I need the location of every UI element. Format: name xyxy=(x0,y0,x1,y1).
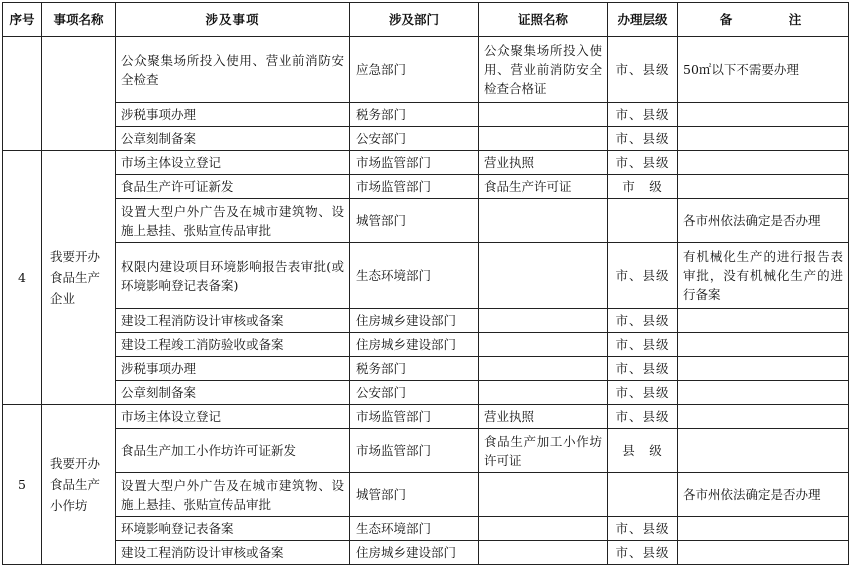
level-cell: 市、县级 xyxy=(608,243,678,309)
matter-cell: 食品生产许可证新发 xyxy=(116,175,350,199)
department-cell: 税务部门 xyxy=(350,103,479,127)
license-cell: 食品生产加工小作坊许可证 xyxy=(479,429,608,473)
department-cell: 市场监管部门 xyxy=(350,405,479,429)
header-licenses: 证照名称 xyxy=(479,3,608,37)
remark-cell: 50㎡以下不需要办理 xyxy=(678,37,849,103)
table-row xyxy=(3,127,849,151)
header-item-name: 事项名称 xyxy=(42,3,116,37)
matter-cell: 建设工程消防设计审核或备案 xyxy=(116,309,350,333)
license-cell xyxy=(479,517,608,541)
header-matters: 涉及事项 xyxy=(116,3,350,37)
group-seq: 5 xyxy=(3,405,42,565)
level-cell: 市、县级 xyxy=(608,357,678,381)
group-seq: 4 xyxy=(3,151,42,405)
group-name: 我要开办食品生产企业 xyxy=(42,151,116,405)
matter-cell: 食品生产加工小作坊许可证新发 xyxy=(116,429,350,473)
matter-cell: 权限内建设项目环境影响报告表审批(或环境影响登记表备案) xyxy=(116,243,350,309)
matter-cell: 市场主体设立登记 xyxy=(116,405,350,429)
remark-cell xyxy=(678,103,849,127)
level-cell: 市、县级 xyxy=(608,151,678,175)
matter-cell: 设置大型户外广告及在城市建筑物、设施上悬挂、张贴宣传品审批 xyxy=(116,473,350,517)
table-row xyxy=(3,357,849,381)
remark-cell: 各市州依法确定是否办理 xyxy=(678,199,849,243)
department-cell: 应急部门 xyxy=(350,37,479,103)
remark-cell xyxy=(678,151,849,175)
remark-cell xyxy=(678,357,849,381)
table-row xyxy=(3,175,849,199)
matter-cell: 市场主体设立登记 xyxy=(116,151,350,175)
level-cell: 市、县级 xyxy=(608,37,678,103)
remark-cell xyxy=(678,405,849,429)
remark-cell xyxy=(678,333,849,357)
group-name xyxy=(42,37,116,151)
level-cell: 市、县级 xyxy=(608,333,678,357)
header-row xyxy=(3,3,849,37)
matter-cell: 建设工程消防设计审核或备案 xyxy=(116,541,350,565)
level-cell: 市、县级 xyxy=(608,309,678,333)
license-cell xyxy=(479,243,608,309)
license-cell: 营业执照 xyxy=(479,405,608,429)
level-cell: 县 级 xyxy=(608,429,678,473)
table-row xyxy=(3,473,849,517)
license-cell: 营业执照 xyxy=(479,151,608,175)
table-row xyxy=(3,333,849,357)
matter-cell: 环境影响登记表备案 xyxy=(116,517,350,541)
table-row xyxy=(3,199,849,243)
level-cell: 市、县级 xyxy=(608,381,678,405)
department-cell: 市场监管部门 xyxy=(350,429,479,473)
remark-cell xyxy=(678,381,849,405)
department-cell: 城管部门 xyxy=(350,199,479,243)
group-seq xyxy=(3,37,42,151)
level-cell: 市、县级 xyxy=(608,103,678,127)
department-cell: 住房城乡建设部门 xyxy=(350,309,479,333)
department-cell: 生态环境部门 xyxy=(350,517,479,541)
department-cell: 城管部门 xyxy=(350,473,479,517)
license-cell xyxy=(479,473,608,517)
table-row xyxy=(3,37,849,103)
matter-cell: 公众聚集场所投入使用、营业前消防安全检查 xyxy=(116,37,350,103)
license-cell xyxy=(479,127,608,151)
license-cell xyxy=(479,199,608,243)
license-cell xyxy=(479,541,608,565)
table-row xyxy=(3,429,849,473)
table-row xyxy=(3,103,849,127)
license-cell xyxy=(479,103,608,127)
matters-table xyxy=(2,2,849,565)
remark-cell xyxy=(678,517,849,541)
table-row xyxy=(3,405,849,429)
license-cell: 公众聚集场所投入使用、营业前消防安全检查合格证 xyxy=(479,37,608,103)
header-remarks: 备 注 xyxy=(678,3,849,37)
level-cell: 市、县级 xyxy=(608,517,678,541)
remark-cell xyxy=(678,127,849,151)
department-cell: 住房城乡建设部门 xyxy=(350,541,479,565)
matter-cell: 涉税事项办理 xyxy=(116,103,350,127)
remark-cell: 各市州依法确定是否办理 xyxy=(678,473,849,517)
department-cell: 公安部门 xyxy=(350,127,479,151)
matter-cell: 建设工程竣工消防验收或备案 xyxy=(116,333,350,357)
matter-cell: 设置大型户外广告及在城市建筑物、设施上悬挂、张贴宣传品审批 xyxy=(116,199,350,243)
department-cell: 住房城乡建设部门 xyxy=(350,333,479,357)
header-seq: 序号 xyxy=(3,3,42,37)
remark-cell: 有机械化生产的进行报告表审批，没有机械化生产的进行备案 xyxy=(678,243,849,309)
table-row xyxy=(3,381,849,405)
department-cell: 税务部门 xyxy=(350,357,479,381)
table-row xyxy=(3,243,849,309)
table-row xyxy=(3,541,849,565)
matter-cell: 公章刻制备案 xyxy=(116,381,350,405)
department-cell: 市场监管部门 xyxy=(350,175,479,199)
department-cell: 市场监管部门 xyxy=(350,151,479,175)
matter-cell: 公章刻制备案 xyxy=(116,127,350,151)
remark-cell xyxy=(678,429,849,473)
department-cell: 公安部门 xyxy=(350,381,479,405)
level-cell xyxy=(608,473,678,517)
department-cell: 生态环境部门 xyxy=(350,243,479,309)
level-cell: 市、县级 xyxy=(608,127,678,151)
license-cell xyxy=(479,357,608,381)
license-cell xyxy=(479,381,608,405)
table-row xyxy=(3,309,849,333)
remark-cell xyxy=(678,175,849,199)
remark-cell xyxy=(678,541,849,565)
level-cell: 市、县级 xyxy=(608,541,678,565)
license-cell: 食品生产许可证 xyxy=(479,175,608,199)
license-cell xyxy=(479,333,608,357)
table-row xyxy=(3,151,849,175)
level-cell: 市 级 xyxy=(608,175,678,199)
matter-cell: 涉税事项办理 xyxy=(116,357,350,381)
remark-cell xyxy=(678,309,849,333)
level-cell xyxy=(608,199,678,243)
table-row xyxy=(3,517,849,541)
license-cell xyxy=(479,309,608,333)
group-name: 我要开办食品生产小作坊 xyxy=(42,405,116,565)
header-departments: 涉及部门 xyxy=(350,3,479,37)
level-cell: 市、县级 xyxy=(608,405,678,429)
header-level: 办理层级 xyxy=(608,3,678,37)
